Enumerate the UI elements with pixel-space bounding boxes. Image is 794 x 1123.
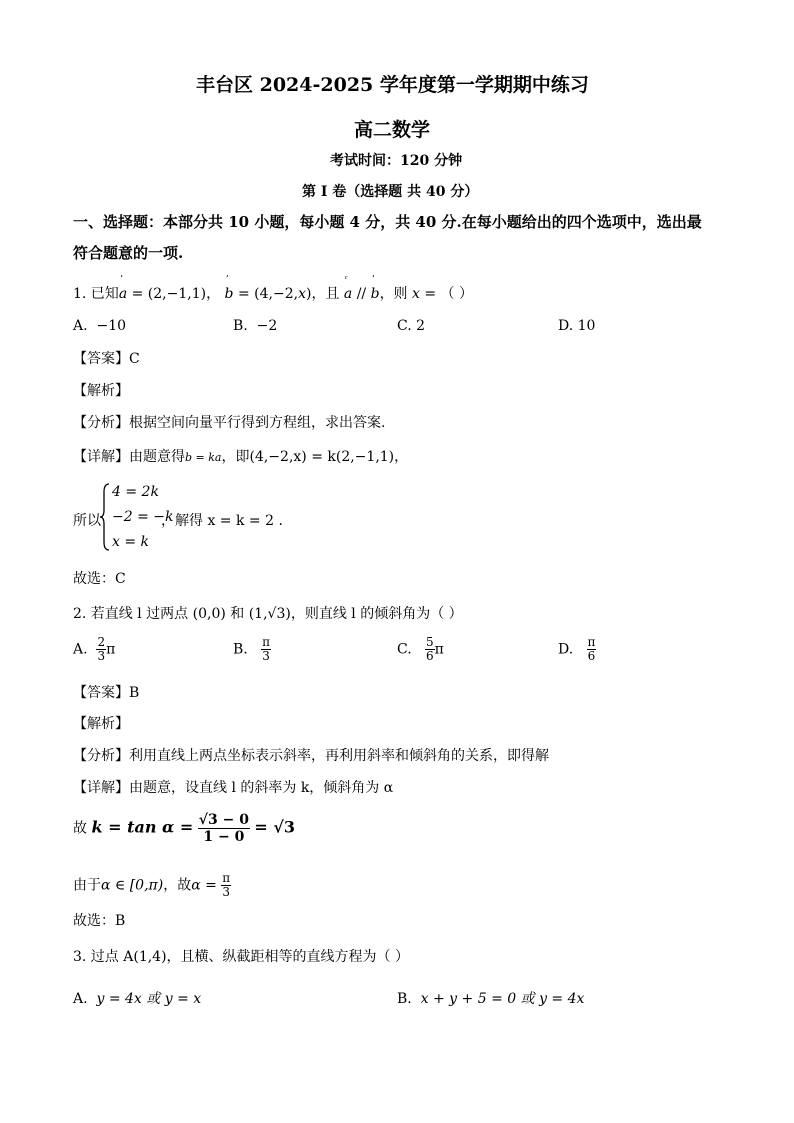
q2-option-d: D. $\frac{\pi}{6}$ — [558, 635, 596, 663]
q2-gu-line: 故 k = tan α = $\frac{√3 - 0}{1 - 0}$ = √3 — [73, 812, 296, 845]
q1-option-a: A. −10 — [73, 318, 127, 334]
q2-slope-rhs: = √3 — [254, 817, 296, 837]
q1-x: x — [412, 286, 420, 302]
q1-answer: 【答案】C — [73, 351, 140, 367]
q1-b-close: ) — [305, 286, 312, 302]
q2-xiangjie: 【详解】由题意，设直线 l 的斜率为 k，倾斜角为 α — [73, 780, 394, 796]
q2-jiexi: 【解析】 — [73, 716, 129, 732]
q2-answer: 【答案】B — [73, 685, 140, 701]
q3-option-a: A. y = 4x 或 y = x — [73, 991, 202, 1007]
q1-sys-line-2: −2 = −k — [112, 509, 174, 525]
left-brace-icon — [99, 482, 111, 552]
q1-option-b: B. −2 — [233, 318, 278, 334]
volume-heading: 第 I 卷（选择题 共 40 分） — [302, 184, 479, 200]
q1-sys-prefix: 所以 — [73, 513, 101, 529]
q1-stem — [73, 275, 474, 303]
q2-stem: 2. 若直线 l 过两点 (0,0) 和 (1,√3)，则直线 l 的倾斜角为（ ） — [73, 606, 463, 622]
q1-prefix: 1. 已知 — [73, 286, 119, 302]
exam-subtitle: 高二数学 — [354, 119, 431, 141]
q2-slope-lhs: k = tan α = — [91, 817, 194, 837]
q1-b-eq-ka: b = ka — [185, 451, 222, 464]
q1-a-value: = (2,−1,1) — [131, 286, 207, 302]
section-instruction-line1: 一、选择题：本部分共 10 小题，每小题 4 分，共 40 分.在每小题给出的四个选项中，选出最 — [73, 213, 702, 231]
q1-b-x: x — [298, 286, 306, 302]
q2-option-a: A. $\frac{2}{3}$ π — [73, 635, 116, 663]
q1-sys-line-1: 4 = 2k — [112, 484, 159, 500]
q2-youyu-line: 由于α ∈ [0,π)，故α = $\frac{\pi}{3}$ — [73, 871, 231, 899]
q2-guxuan: 故选：B — [73, 913, 126, 929]
vector-a: a ʼ — [118, 275, 128, 302]
q3-option-b: B. x + y + 5 = 0 或 y = 4x — [397, 991, 585, 1007]
vector-b2: b ʼ — [370, 275, 380, 302]
q1-sys-line-3: x = k — [112, 534, 150, 550]
q2-option-b: B. $\frac{\pi}{3}$ — [233, 635, 270, 663]
q1-sys-tail: ，解得 x = k = 2 . — [161, 513, 283, 529]
q3-stem: 3. 过点 A(1,4)，且横、纵截距相等的直线方程为（ ） — [73, 949, 410, 965]
q1-option-c: C. 2 — [397, 318, 426, 334]
q1-sep1: ， — [206, 286, 221, 302]
q1-sep3: ，则 — [379, 286, 408, 302]
q1-xiangjie: 【详解】由题意得b = ka，即(4,−2,x) = k(2,−1,1)， — [73, 449, 409, 465]
q2-fenxi: 【分析】利用直线上两点坐标表示斜率，再利用斜率和倾斜角的关系，即得解 — [73, 748, 549, 764]
q1-sep2: ，且 — [311, 286, 340, 302]
q1-b-value: = (4,−2, — [237, 286, 299, 302]
q1-vector-eq: (4,−2,x) = k(2,−1,1) — [249, 449, 395, 465]
q1-guxuan: 故选：C — [73, 571, 126, 587]
q1-parallel: // — [352, 286, 371, 302]
q1-tail: = （ ） — [419, 286, 474, 302]
exam-title: 丰台区 2024-2025 学年度第一学期期中练习 — [196, 74, 589, 96]
vector-a2: a ʳ — [343, 275, 353, 302]
q1-fenxi: 【分析】根据空间向量平行得到方程组，求出答案. — [73, 415, 386, 431]
q1-jiexi: 【解析】 — [73, 383, 129, 399]
vector-b: b ʼ — [224, 275, 234, 302]
q1-option-d: D. 10 — [558, 318, 596, 334]
exam-time: 考试时间：120 分钟 — [330, 153, 463, 169]
q2-option-c: C. $\frac{5}{6}$ π — [397, 635, 444, 663]
section-instruction-line2: 符合题意的一项. — [73, 244, 184, 262]
